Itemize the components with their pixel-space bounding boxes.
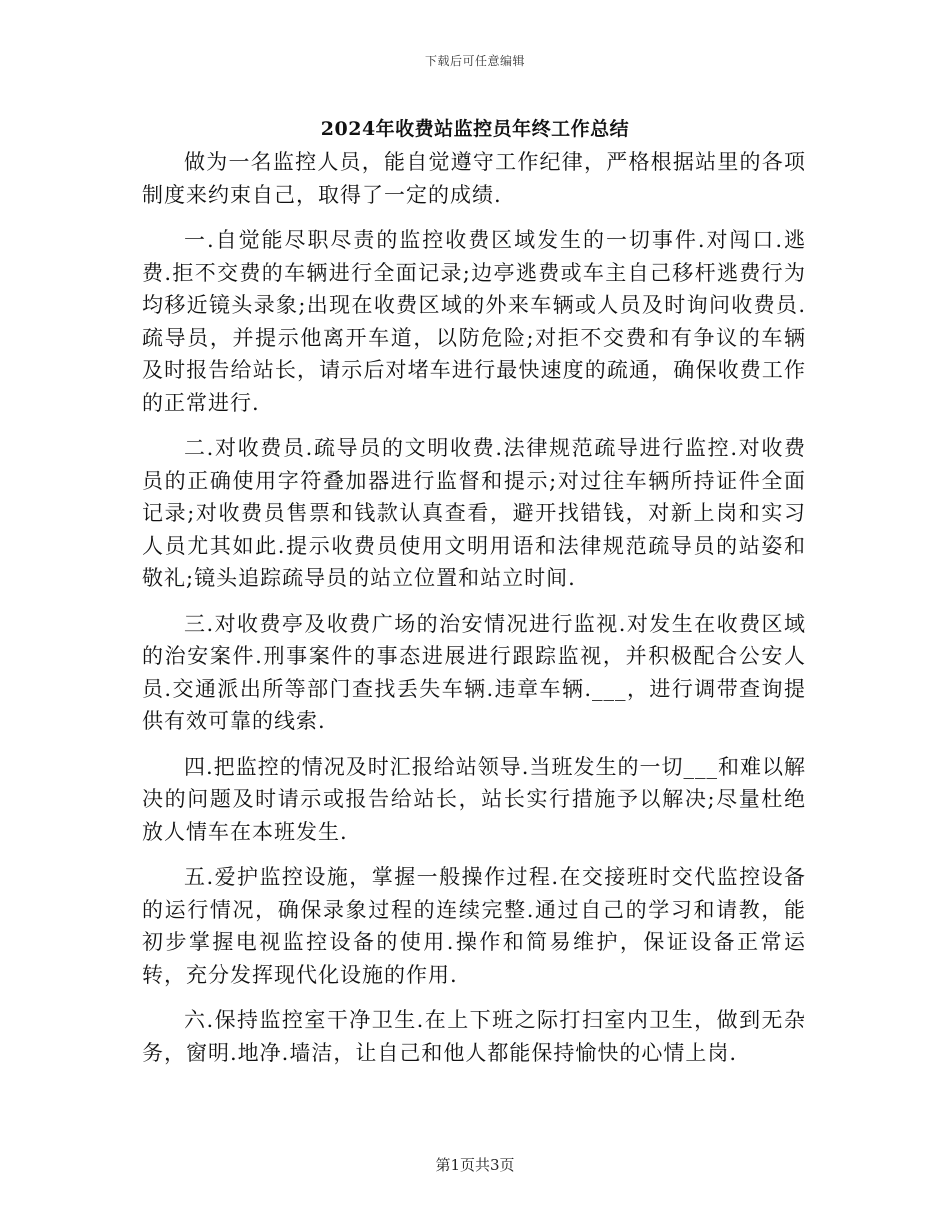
paragraph-2: 二.对收费员.疏导员的文明收费.法律规范疏导进行监控.对收费员的正确使用字符叠加器进行监督和提示;对过往车辆所持证件全面记录;对收费员售票和钱款认真查看，避开找错钱，对新上岗和实习人员尤其如此.提示收费员使用文明用语和法律规范疏导员的站姿和敬礼;镜头追踪疏导员的站立位置和站立时间. bbox=[142, 436, 806, 590]
paragraph-4: 四.把监控的情况及时汇报给站领导.当班发生的一切___和难以解决的问题及时请示或报告给站长，站长实行措施予以解决;尽量杜绝放人情车在本班发生. bbox=[142, 754, 806, 844]
header-note: 下载后可任意编辑 bbox=[424, 54, 525, 68]
document-body bbox=[142, 146, 806, 1082]
document-title: 2024年收费站监控员年终工作总结 bbox=[320, 118, 630, 140]
paragraph-1: 一.自觉能尽职尽责的监控收费区域发生的一切事件.对闯口.逃费.拒不交费的车辆进行全面记录;边亭逃费或车主自己移杆逃费行为均移近镜头录象;出现在收费区域的外来车辆或人员及时询问收费员.疏导员，并提示他离开车道，以防危险;对拒不交费和有争议的车辆及时报告给站长，请示后对堵车进行最快速度的疏通，确保收费工作的正常进行. bbox=[142, 228, 806, 415]
paragraph-6: 六.保持监控室干净卫生.在上下班之际打扫室内卫生，做到无杂务，窗明.地净.墙洁，让自己和他人都能保持愉快的心情上岗. bbox=[142, 1008, 806, 1065]
paragraph-5: 五.爱护监控设施，掌握一般操作过程.在交接班时交代监控设备的运行情况，确保录象过程的连续完整.通过自己的学习和请教，能初步掌握电视监控设备的使用.操作和简易维护，保证设备正常运转，充分发挥现代化设施的作用. bbox=[142, 865, 806, 987]
paragraph-intro: 做为一名监控人员，能自觉遵守工作纪律，严格根据站里的各项制度来约束自己，取得了一定的成绩. bbox=[142, 150, 806, 207]
page-number: 第1页共3页 bbox=[435, 1156, 515, 1174]
paragraph-3: 三.对收费亭及收费广场的治安情况进行监视.对发生在收费区域的治安案件.刑事案件的事态进展进行跟踪监视，并积极配合公安人员.交通派出所等部门查找丢失车辆.违章车辆.___，进行调带查询提供有效可靠的线索. bbox=[142, 611, 806, 733]
